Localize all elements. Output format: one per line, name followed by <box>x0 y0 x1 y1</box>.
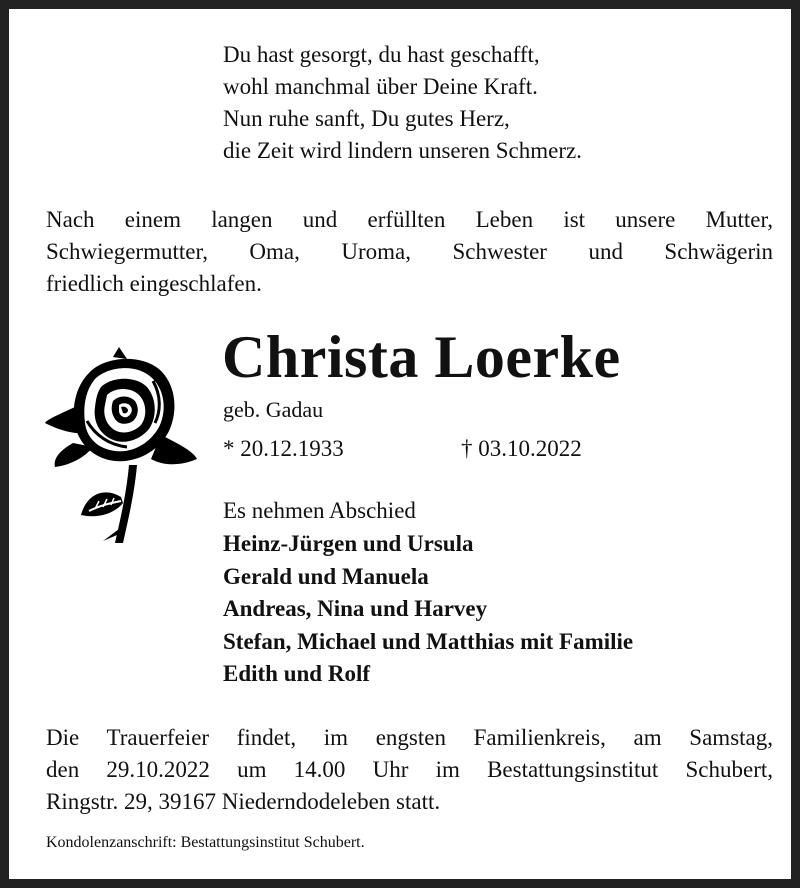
mourner-entry: Heinz-Jürgen und Ursula <box>223 531 474 556</box>
poem <box>223 39 582 167</box>
poem-line: Du hast gesorgt, du hast geschafft, <box>223 42 540 67</box>
condolence-address: Kondolenzanschrift: Bestattungsinstitut Schubert. <box>46 834 365 851</box>
mourner-entry: Gerald und Manuela <box>223 563 429 589</box>
death-date: † 03.10.2022 <box>461 436 582 461</box>
intro-line: friedlich eingeschlafen. <box>46 271 262 296</box>
service-line: Die Trauerfeier findet, im engsten Familienkreis, am Samstag, <box>46 725 773 750</box>
mourner-entry: Andreas, Nina und Harvey <box>223 596 488 621</box>
service-line: den 29.10.2022 um 14.00 Uhr im Bestattungsinstitut Schubert, <box>46 757 773 782</box>
mourners-list <box>223 528 633 691</box>
service-paragraph <box>46 722 773 818</box>
service-line: Ringstr. 29, 39167 Niederndodeleben statt. <box>46 789 441 814</box>
poem-line: die Zeit wird lindern unseren Schmerz. <box>223 138 582 163</box>
mourner-entry: Edith und Rolf <box>223 661 371 686</box>
poem-line: wohl manchmal über Deine Kraft. <box>223 74 538 99</box>
intro-line: Schwiegermutter, Oma, Uroma, Schwester und Schwägerin <box>46 239 773 264</box>
maiden-name: geb. Gadau <box>223 397 324 422</box>
intro-line: Nach einem langen und erfüllten Leben ist unsere Mutter, <box>46 207 773 232</box>
deceased-name: Christa Loerke <box>222 324 621 390</box>
birth-date: * 20.12.1933 <box>223 436 344 461</box>
mourner-entry: Stefan, Michael und Matthias mit Familie <box>223 628 634 654</box>
intro-paragraph <box>46 204 773 300</box>
farewell-heading: Es nehmen Abschied <box>223 498 416 523</box>
rose-icon <box>43 347 199 547</box>
poem-line: Nun ruhe sanft, Du gutes Herz, <box>223 106 510 131</box>
